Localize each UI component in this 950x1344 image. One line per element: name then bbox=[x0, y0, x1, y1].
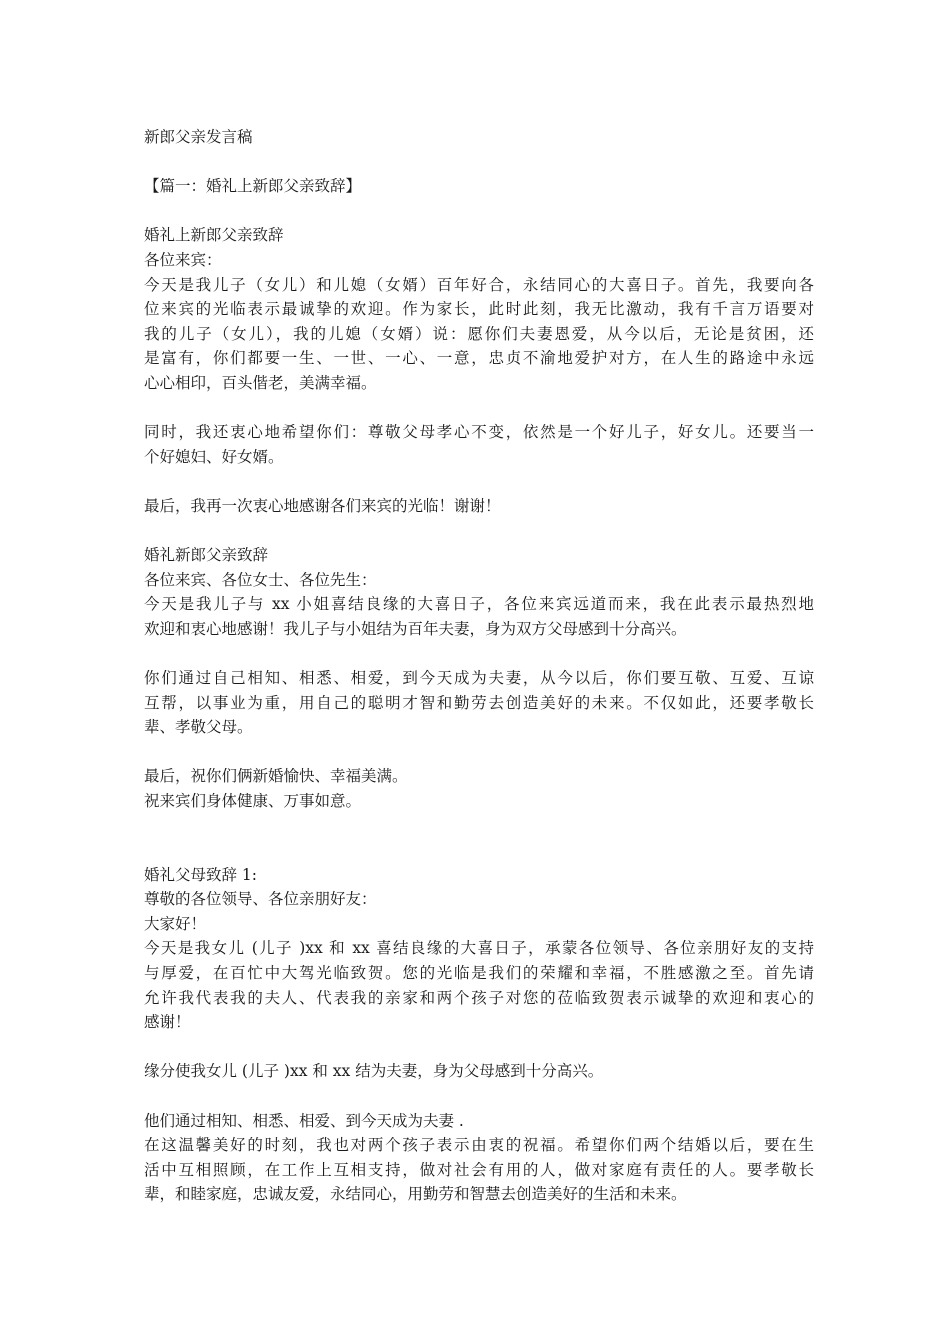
spacer bbox=[144, 1035, 814, 1060]
speech2-paragraph-line: 你们通过自己相知、相悉、相爱，到今天成为夫妻，从今以后，你们要互敬、互爱、互谅 bbox=[144, 669, 814, 688]
speech3-paragraph-line: 感谢！ bbox=[144, 1013, 191, 1032]
speech3-paragraph-line: 辈，和睦家庭，忠诚友爱，永结同心，用勤劳和智慧去创造美好的生活和未来。 bbox=[144, 1185, 687, 1204]
speech2-paragraph-line: 今天是我儿子与 xx 小姐喜结良缘的大喜日子，各位来宾远道而来，我在此表示最热烈地 bbox=[144, 595, 814, 614]
speech1-paragraph-line: 同时，我还衷心地希望你们：尊敬父母孝心不变，依然是一个好儿子，好女儿。还要当一 bbox=[144, 423, 814, 442]
speech1-greeting: 各位来宾： bbox=[144, 250, 222, 269]
speech3-title: 婚礼父母致辞 1: bbox=[144, 865, 258, 884]
speech3-paragraph-line: 缘分使我女儿 (儿子 )xx 和 xx 结为夫妻，身为父母感到十分高兴。 bbox=[144, 1062, 604, 1081]
spacer bbox=[144, 396, 814, 421]
spacer bbox=[144, 199, 814, 224]
speech3-paragraph-line: 活中互相照顾，在工作上互相支持，做对社会有用的人，做对家庭有责任的人。要孝敬长 bbox=[144, 1160, 814, 1179]
speech3-paragraph-line: 与厚爱，在百忙中大驾光临致贺。您的光临是我们的荣耀和幸福，不胜感激之至。首先请 bbox=[144, 964, 814, 982]
document-body bbox=[144, 125, 814, 1207]
section-heading: 【篇一：婚礼上新郎父亲致辞】 bbox=[144, 177, 362, 196]
speech2-closing: 祝来宾们身体健康、万事如意。 bbox=[144, 792, 362, 811]
speech2-greeting: 各位来宾、各位女士、各位先生： bbox=[144, 570, 377, 589]
document-title: 新郎父亲发言稿 bbox=[144, 128, 253, 146]
speech3-paragraph-line: 在这温馨美好的时刻，我也对两个孩子表示由衷的祝福。希望你们两个结婚以后，要在生 bbox=[144, 1136, 814, 1155]
speech1-paragraph-line: 位来宾的光临表示最诚挚的欢迎。作为家长，此时此刻，我无比激动，我有千言万语要对 bbox=[144, 300, 814, 319]
spacer bbox=[144, 1084, 814, 1109]
speech1-paragraph-line: 是富有，你们都要一生、一世、一心、一意，忠贞不渝地爱护对方，在人生的路途中永远 bbox=[144, 349, 814, 368]
speech1-paragraph-line: 个好媳妇、好女婿。 bbox=[144, 447, 284, 466]
speech2-paragraph-line: 辈、孝敬父母。 bbox=[144, 718, 253, 737]
speech1-paragraph-line: 今天是我儿子（女儿）和儿媳（女婿）百年好合，永结同心的大喜日子。首先，我要向各 bbox=[144, 275, 814, 294]
speech3-paragraph-line: 他们通过相知、相悉、相爱、到今天成为夫妻 . bbox=[144, 1111, 464, 1130]
spacer bbox=[144, 519, 814, 544]
speech1-closing: 最后，我再一次衷心地感谢各们来宾的光临！谢谢！ bbox=[144, 496, 501, 515]
speech2-paragraph-line: 欢迎和衷心地感谢！我儿子与小姐结为百年夫妻，身为双方父母感到十分高兴。 bbox=[144, 619, 687, 638]
spacer bbox=[144, 740, 814, 765]
speech3-paragraph-line: 今天是我女儿 (儿子 )xx 和 xx 喜结良缘的大喜日子，承蒙各位领导、各位亲朋好友的支持 bbox=[144, 939, 814, 958]
speech2-closing: 最后，祝你们俩新婚愉快、幸福美满。 bbox=[144, 767, 408, 786]
speech2-paragraph-line: 互帮，以事业为重，用自己的聪明才智和勤劳去创造美好的未来。不仅如此，还要孝敬长 bbox=[144, 693, 814, 712]
spacer bbox=[144, 150, 814, 175]
speech1-title: 婚礼上新郎父亲致辞 bbox=[144, 226, 284, 245]
speech3-greeting: 尊敬的各位领导、各位亲朋好友： bbox=[144, 890, 377, 909]
speech3-paragraph-line: 允许我代表我的夫人、代表我的亲家和两个孩子对您的莅临致贺表示诚挚的欢迎和衷心的 bbox=[144, 988, 814, 1007]
speech1-paragraph-line: 心心相印，百头偕老，美满幸福。 bbox=[144, 373, 377, 392]
speech1-paragraph-line: 我的儿子（女儿），我的儿媳（女婿）说：愿你们夫妻恩爱，从今以后，无论是贫困，还 bbox=[144, 324, 814, 343]
spacer bbox=[144, 641, 814, 666]
spacer bbox=[144, 814, 814, 863]
speech2-title: 婚礼新郎父亲致辞 bbox=[144, 546, 269, 565]
speech3-hello: 大家好！ bbox=[144, 914, 207, 933]
spacer bbox=[144, 469, 814, 494]
